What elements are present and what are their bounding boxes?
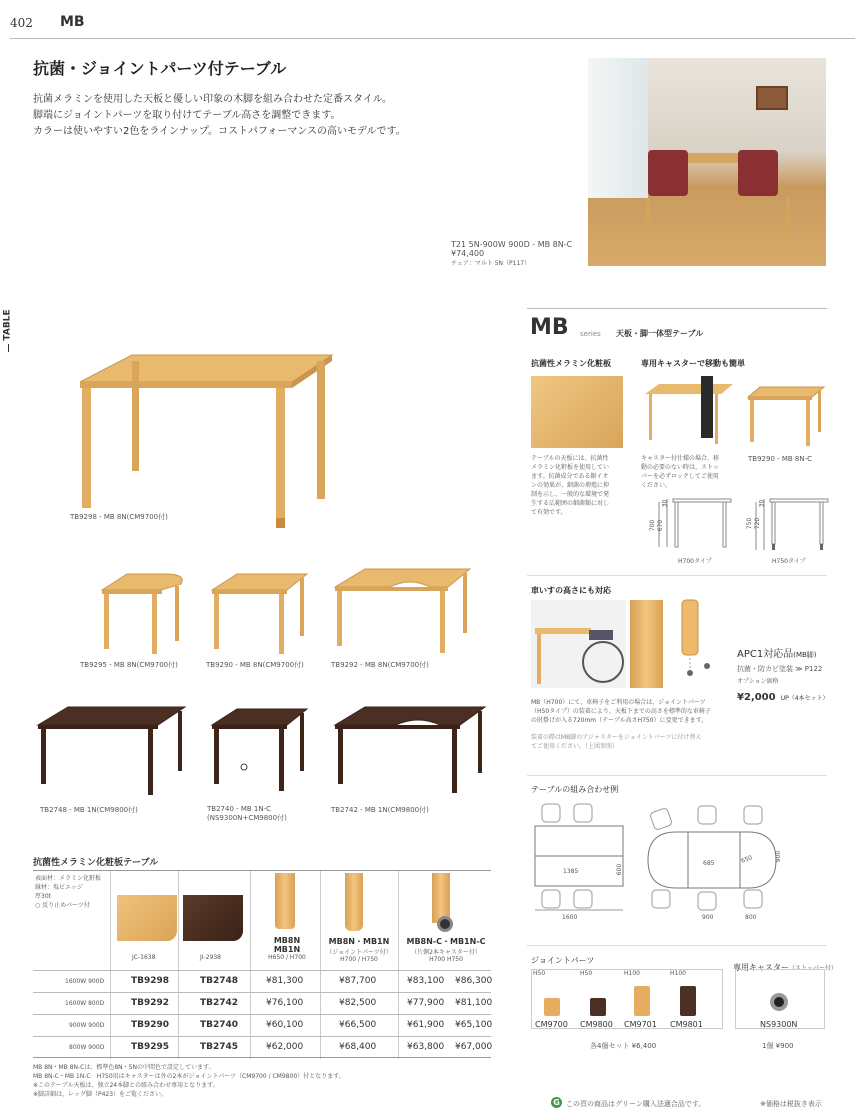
combo-oval-b: 650 (740, 854, 754, 865)
intro-text (33, 92, 406, 140)
caster-wheel-icon (437, 916, 453, 932)
table-tb2748-caption: TB2748 - MB 1N(CM9800付) (40, 806, 138, 814)
table-row: 1600W 800D TB9292 TB2742 ¥76,100 ¥82,500 ¥77,900 ¥81,100 (33, 992, 491, 1014)
h700-dim-c: 30 (661, 499, 669, 508)
joint-cm9700-image (544, 998, 560, 1016)
leg-photo (630, 600, 663, 688)
price-table-notes: MB 8N・MB 8N-Cは、標準色8N・5Nの中間色で設定しています。 MB 8N-C・MB 1N-C H750用はキャスターは外の2本がジョイントパーツ（CM9700 / CM9800）付となります。 ※このテーブル天板は、独立24本脚との組み合わせ専用となります。 ※脚詳細は、レッグ脚（P423）をご覧ください。 (33, 1064, 345, 1098)
h700-dim-a: 700 (649, 519, 657, 532)
apc-line1: 抗菌・防カビ塗装 ≫ P122 (737, 665, 823, 673)
wheelchair-rule (527, 575, 827, 576)
apc-line2: オプション価格 (737, 678, 779, 685)
side-tab-label: TABLE (2, 309, 13, 341)
table-tb9298-image (70, 350, 340, 535)
joint-h: H50 (533, 970, 546, 977)
h750-dim-b: 720 (754, 517, 762, 530)
combo-oval-w2: 800 (745, 914, 757, 921)
footer-tax: ※価格は税抜き表示 (760, 1100, 822, 1108)
table-tb9295-image (97, 570, 187, 655)
room-photo (588, 58, 826, 266)
joint-parts-rule (527, 945, 827, 946)
table-tb9298-caption: TB9298 - MB 8N(CM9700付) (70, 513, 168, 521)
headline: 抗菌・ジョイントパーツ付テーブル (33, 59, 287, 78)
combo-oval-diagram (648, 804, 778, 909)
table-tb2740-caption: TB2740 - MB 1N-C (NS9300N+CM9800付) (207, 805, 287, 822)
mb-block-subtitle: 天板・脚一体型テーブル (616, 329, 704, 338)
table-tb2740-image (207, 705, 312, 800)
wheelchair-note: 装着の際はMB脚のアジャスターをジョイントパーツに付け替え てご使用ください。（上図参照） (531, 734, 702, 750)
leg-col1 (275, 873, 295, 929)
h700-label: H700タイプ (678, 558, 712, 565)
joint-h: H100 (624, 970, 640, 977)
caster-part-title: 専用キャスター（ストッパー付） (733, 963, 837, 972)
caster-part-code: NS9300N (760, 1020, 798, 1029)
table-tb2748-image (33, 703, 188, 803)
table-row: 900W 900D TB9290 TB2740 ¥60,100 ¥66,500 ¥61,900 ¥65,100 (33, 1014, 491, 1036)
mb-block-rule (527, 308, 827, 309)
photo-code: T21 5N-900W 900D - MB 8N-C (451, 240, 573, 249)
combo-oval-d: 900 (775, 850, 783, 863)
table-tb9292-caption: TB9292 - MB 8N(CM9700付) (331, 661, 429, 669)
joint-parts-heading: ジョイントパーツ (531, 956, 595, 965)
h750-dim-a: 750 (746, 517, 754, 530)
combo-rect-w: 1385 (563, 868, 579, 875)
caster-part-price: 1個 ¥900 (762, 1042, 794, 1050)
table-tb2742-caption: TB2742 - MB 1N(CM9800付) (331, 806, 429, 814)
swatch-light-label: JC-1638 (132, 954, 156, 961)
joint-cm9701-image (634, 986, 650, 1016)
combo-heading: テーブルの組み合わせ例 (531, 785, 619, 794)
intro-line: 脚端にジョイントパーツを取り付けてテーブル高さを調整できます。 (33, 110, 341, 121)
col1-head: MB8N MB1N H650 / H700 (268, 936, 306, 961)
caster-photo (641, 376, 736, 448)
caster-text: キャスター付仕様の場合、移 動の必要のない時は、ストッ パーを必ずロックしてご使用 ください。 (641, 455, 720, 489)
caster-table-image (746, 383, 826, 448)
mb-block-series: series (580, 330, 601, 338)
page-number: 402 (10, 16, 33, 30)
table-tb9290-image (207, 570, 312, 655)
joint-code: CM9801 (670, 1020, 703, 1029)
footer-green: この頁の商品はグリーン購入法適合品です。 (566, 1100, 706, 1108)
table-tb9292-image (330, 565, 475, 655)
wheelchair-text: MB（H700）にて、車椅子をご利用の場合は、ジョイントパーツ （H50タイプ）の装着により、天板下までの高さを標準的な車椅子 の肘掛けが入る720mm（テーブル高さH750）に変更できます。 (531, 699, 711, 724)
joint-code: CM9800 (580, 1020, 613, 1029)
joint-parts-price: 各4個セット ¥6,400 (590, 1042, 657, 1050)
side-tab (2, 300, 16, 560)
swatch-light (117, 895, 177, 941)
h750-dim-c: 30 (758, 499, 766, 508)
price-table-heading: 抗菌性メラミン化粧板テーブル (33, 858, 159, 868)
wheelchair-heading: 車いすの高さにも対応 (531, 586, 611, 595)
green-icon: G (551, 1097, 562, 1108)
joint-h: H100 (670, 970, 686, 977)
table-tb9290-caption: TB9290 - MB 8N(CM9700付) (206, 661, 304, 669)
swatch-dark (183, 895, 243, 941)
melamine-heading: 抗菌性メラミン化粧板 (531, 359, 611, 368)
table-row: 800W 900D TB9295 TB2745 ¥62,000 ¥68,400 ¥63,800 ¥67,000 (33, 1036, 491, 1058)
photo-chair: チェア：マルト 5N（P117） (451, 260, 531, 267)
intro-line: カラーは使いやすい2色をラインナップ。コストパフォーマンスの高いモデルです。 (33, 126, 406, 137)
price-table-top-rule (33, 870, 491, 871)
side-tab-divider (8, 344, 9, 352)
melamine-image (531, 376, 623, 448)
caster-heading: 専用キャスターで移動も簡単 (641, 359, 745, 368)
table-tb2742-image (330, 703, 490, 803)
apc-title: APC1対応品(MB脚) (737, 649, 817, 660)
h750-label: H750タイプ (772, 558, 806, 565)
joint-h: H50 (580, 970, 593, 977)
photo-caption (451, 240, 572, 267)
h700-dim-b: 670 (657, 519, 665, 532)
joint-exploded-image (672, 600, 722, 688)
combo-oval-a: 685 (703, 860, 715, 867)
joint-cm9801-image (680, 986, 696, 1016)
swatch-dark-label: JI-2938 (200, 954, 221, 961)
joint-code: CM9700 (535, 1020, 568, 1029)
intro-line: 抗菌メラミンを使用した天板と優しい印象の木脚を組み合わせた定番スタイル。 (33, 94, 392, 105)
caster-part-image (770, 993, 788, 1011)
header-rule (10, 38, 855, 39)
table-tb9295-caption: TB9295 - MB 8N(CM9700付) (80, 661, 178, 669)
combo-rect-total: 1600 (562, 914, 578, 921)
melamine-text: テーブルの天板には、抗菌性 メラミン化粧板を使用してい ます。抗菌成分である銀イオ ンの効果が、細菌の増殖に抑 制を示し、一般的な環境で発 生する広範囲の細菌類に対し て有効です。 (531, 455, 610, 516)
wheelchair-photo (531, 600, 626, 688)
price-table-spec: 表面材：メラミン化粧板 縁材：塩ビエッジ 厚30t ○ 反り止めパーツ付 (35, 875, 102, 909)
combo-oval-w1: 900 (702, 914, 714, 921)
apc-price: ¥2,000 UP（4本セット） (737, 692, 829, 703)
combo-rule (527, 775, 827, 776)
photo-price: ¥74,400 (451, 249, 485, 258)
mb-block-title: MB (530, 315, 569, 340)
joint-cm9800-image (590, 998, 606, 1016)
series-header: MB (60, 14, 85, 30)
joint-code: CM9701 (624, 1020, 657, 1029)
combo-rect-diagram (530, 798, 635, 913)
col2-head: MB8N・MB1N （ジョイントパーツ付） H700 / H750 (326, 937, 392, 963)
leg-col2 (345, 873, 363, 931)
table-row: 1600W 900D TB9298 TB2748 ¥81,300 ¥87,700 ¥83,100 ¥86,300 (33, 970, 491, 992)
col3-head: MB8N-C・MB1N-C （片側2本キャスター付） H700 H750 (406, 937, 486, 963)
combo-rect-d: 600 (616, 863, 624, 876)
caster-model: TB9290 - MB 8N-C (748, 455, 813, 463)
